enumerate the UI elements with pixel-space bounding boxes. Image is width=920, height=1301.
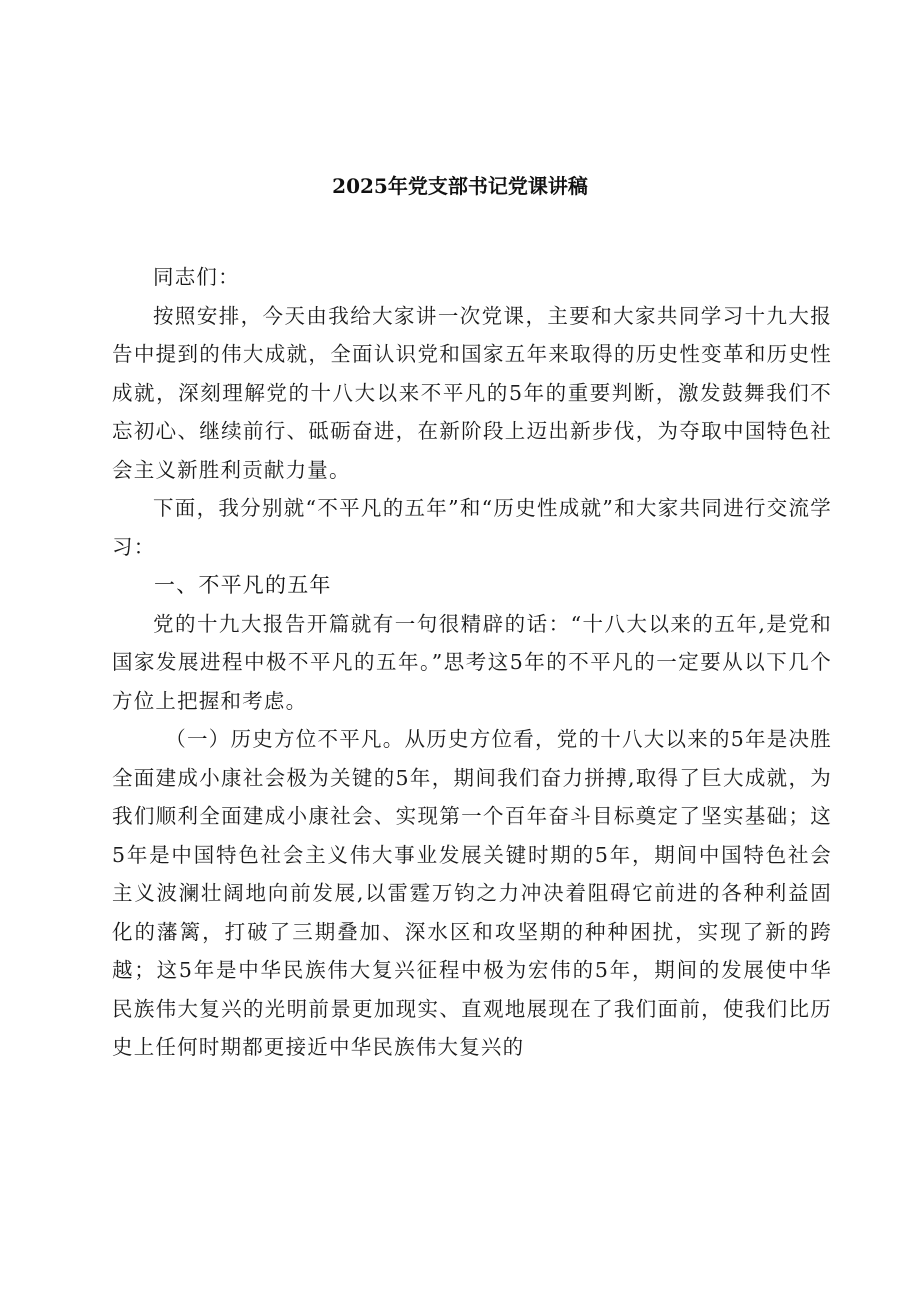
document-body — [112, 258, 832, 1067]
document-title: 2025年党支部书记党课讲稿 — [332, 174, 588, 198]
point-1-paragraph: （一）历史方位不平凡。从历史方位看，党的十八大以来的5年是决胜全面建成小康社会极为关键的5年，期间我们奋力拼搏,取得了巨大成就，为我们顺利全面建成小康社会、实现第一个百年奋斗目标奠定了坚实基础；这5年是中国特色社会主义伟大事业发展关键时期的5年，期间中国特色社会主义波澜壮阔地向前发展,以雷霆万钧之力冲决着阻碍它前进的各种利益固化的藩篱，打破了三期叠加、深水区和攻坚期的种种困扰，实现了新的跨越；这5年是中华民族伟大复兴征程中极为宏伟的5年，期间的发展使中华民族伟大复兴的光明前景更加现实、直观地展现在了我们面前，使我们比历史上任何时期都更接近中华民族伟大复兴的 — [112, 727, 832, 1059]
paragraph-outline: 下面，我分别就“不平凡的五年”和“历史性成就”和大家共同进行交流学习： — [112, 496, 832, 559]
section-heading: 一、不平凡的五年 — [154, 573, 332, 597]
section-intro-paragraph: 党的十九大报告开篇就有一句很精辟的话：“十八大以来的五年,是党和国家发展进程中极不平凡的五年。”思考这5年的不平凡的一定要从以下几个方位上把握和考虑。 — [112, 611, 832, 713]
salutation: 同志们： — [153, 265, 240, 289]
paragraph-intro: 按照安排，今天由我给大家讲一次党课，主要和大家共同学习十九大报告中提到的伟大成就，全面认识党和国家五年来取得的历史性变革和历史性成就，深刻理解党的十八大以来不平凡的5年的重要判断，激发鼓舞我们不忘初心、继续前行、砥砺奋进，在新阶段上迈出新步伐，为夺取中国特色社会主义新胜利贡献力量。 — [112, 303, 832, 482]
